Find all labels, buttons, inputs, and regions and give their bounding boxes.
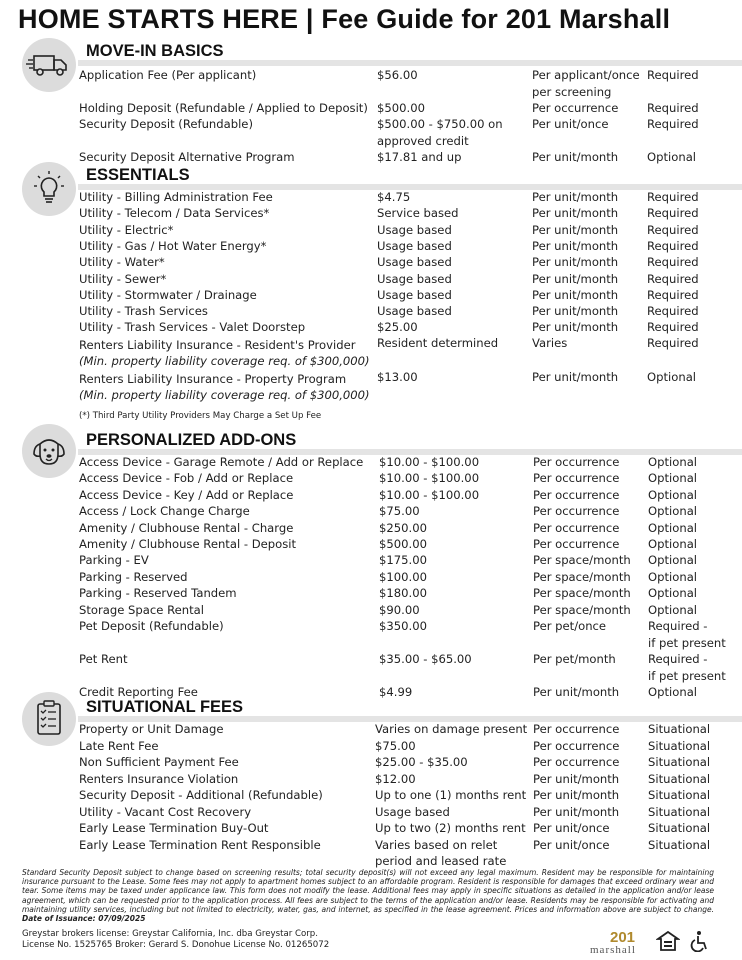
fee-name: Renters Liability Insurance - Property Program [79,372,347,386]
fee-requirement-cont: if pet present [648,668,726,683]
fee-name: Pet Deposit (Refundable) [79,619,224,633]
fee-amount: $350.00 [379,619,427,633]
fee-name: Utility - Trash Services - Valet Doorstep [79,320,306,335]
fee-frequency: Per unit/once [532,117,609,131]
fee-name: Early Lease Termination Buy-Out [79,821,269,835]
fee-frequency: Per unit/month [532,370,619,384]
fee-amount: Usage based [377,222,452,237]
fee-requirement: Required [647,320,699,335]
fee-frequency: Per unit/month [533,771,620,786]
fee-amount: $100.00 [379,569,427,584]
equal-housing-icon [656,930,680,952]
broker-license [22,929,329,951]
fee-amount: Varies on damage present [375,722,528,736]
fee-frequency: Per occurrence [532,101,619,115]
license-line: License No. 1525765 Broker: Gerard S. Donohue License No. 01265072 [22,940,330,950]
fee-frequency: Per occurrence [533,471,620,486]
fee-frequency: Per space/month [533,586,631,601]
fee-amount: $4.75 [377,190,411,204]
fee-amount: $175.00 [379,553,427,568]
fee-amount: $180.00 [379,586,427,601]
fee-frequency: Per space/month [533,569,631,584]
section-title: SITUATIONAL FEES [86,698,244,716]
truck-icon [22,38,76,92]
fee-requirement: Situational [648,771,711,786]
fee-amount: $12.00 [375,771,416,786]
fee-requirement: Optional [647,150,697,164]
fee-name: Access Device - Garage Remote / Add or Replace [79,455,364,469]
fee-requirement: Optional [647,370,697,384]
fee-name: Utility - Sewer* [79,271,167,286]
fee-frequency: Per unit/once [533,821,610,835]
fee-amount-cont: approved credit [377,133,469,148]
section-title: ESSENTIALS [86,166,190,184]
fee-frequency: Per occurrence [533,504,620,519]
fee-amount: Usage based [377,304,452,319]
fee-name: Utility - Water* [79,255,165,270]
fee-name: Holding Deposit (Refundable / Applied to Deposit) [79,101,368,115]
fee-requirement: Required [647,101,699,115]
fee-amount: $75.00 [379,504,420,519]
fee-requirement: Optional [648,586,698,601]
fee-requirement: Required [647,117,699,131]
fee-requirement: Required [647,206,699,221]
fee-name: Storage Space Rental [79,602,204,617]
fee-name: Amenity / Clubhouse Rental - Charge [79,520,294,535]
fee-name: Security Deposit - Additional (Refundable) [79,788,323,802]
fee-requirement: Optional [648,537,698,551]
fee-frequency: Per unit/month [532,238,619,253]
accessibility-icon [688,930,710,952]
fee-requirement: Situational [648,755,711,769]
fee-name: Access Device - Fob / Add or Replace [79,471,294,486]
fee-name: Utility - Stormwater / Drainage [79,287,257,302]
fee-requirement: Optional [648,455,698,469]
issuance-date: Date of Issuance: 07/09/2025 [22,914,146,924]
fee-requirement: Required - [648,619,708,633]
utility-footnote: (*) Third Party Utility Providers May Charge a Set Up Fee [79,411,322,421]
fee-amount: Resident determined [377,336,499,350]
fee-amount: $25.00 [377,320,418,335]
fee-amount: $500.00 [379,537,427,551]
fee-frequency: Per unit/once [533,837,610,852]
fee-requirement: Required [647,255,699,270]
fee-amount: $10.00 - $100.00 [379,487,480,502]
fee-amount: Up to two (2) months rent [375,821,526,835]
fee-frequency: Per unit/month [532,320,619,335]
fee-amount: $10.00 - $100.00 [379,471,480,486]
fee-name: Access / Lock Change Charge [79,504,250,519]
fee-requirement: Required [647,304,699,319]
fee-requirement: Required [647,190,699,204]
fee-requirement: Situational [648,722,711,736]
fee-name: Utility - Trash Services [79,304,208,319]
fee-name: Parking - Reserved [79,569,188,584]
fee-requirement: Situational [648,804,711,819]
fee-requirement: Optional [648,553,698,568]
section-title: PERSONALIZED ADD-ONS [86,431,297,449]
fee-amount: Up to one (1) months rent [375,788,527,802]
fee-frequency: Per space/month [533,602,631,617]
fee-requirement: Optional [648,520,698,535]
fee-amount: $500.00 - $750.00 on [377,117,503,131]
logo-word: marshall [590,944,636,956]
fee-frequency: Per occurrence [533,755,620,769]
fee-amount: $13.00 [377,370,418,384]
fee-requirement: Optional [648,471,698,486]
coverage-note: (Min. property liability coverage req. of $300,000) [79,354,370,368]
fee-requirement: Required [647,222,699,237]
fee-name: Property or Unit Damage [79,722,224,736]
fee-name: Utility - Vacant Cost Recovery [79,804,252,819]
fee-requirement: Optional [648,569,698,584]
fee-requirement: Situational [648,738,711,753]
fee-requirement: Optional [648,487,698,502]
fee-amount: $56.00 [377,68,418,82]
clipboard-checklist-icon [22,692,76,746]
fee-amount: Usage based [375,804,450,819]
fee-name: Utility - Billing Administration Fee [79,190,273,204]
fee-name: Renters Liability Insurance - Resident's Provider [79,338,356,352]
fee-frequency: Per unit/month [532,304,619,319]
fee-name: Amenity / Clubhouse Rental - Deposit [79,537,297,551]
fee-name: Renters Insurance Violation [79,771,239,786]
fee-name: Parking - EV [79,553,149,568]
fee-frequency: Per unit/month [532,150,619,164]
marshall-logo [588,928,646,956]
license-line: Greystar brokers license: Greystar California, Inc. dba Greystar Corp. [22,929,318,939]
fee-name: Utility - Gas / Hot Water Energy* [79,238,267,253]
fee-name: Parking - Reserved Tandem [79,586,237,601]
fee-frequency: Per space/month [533,553,631,568]
fee-requirement: Situational [648,837,711,852]
fee-amount-cont: period and leased rate [375,854,507,868]
fee-frequency: Per unit/month [532,190,619,204]
fee-amount: Usage based [377,238,452,253]
fee-frequency: Per pet/month [533,652,616,666]
fee-amount: Usage based [377,287,452,302]
dog-icon [22,424,76,478]
fee-requirement-cont: if pet present [648,635,726,650]
fee-amount: Usage based [377,271,452,286]
fee-amount: $35.00 - $65.00 [379,652,472,666]
fee-name: Utility - Telecom / Data Services* [79,206,270,221]
fee-requirement: Optional [648,602,698,617]
fee-frequency: Per occurrence [533,738,620,753]
fee-requirement: Situational [648,788,711,802]
disclaimer-text: Standard Security Deposit subject to change based on screening results; total security deposit(s) will not exceed any legal maximum. Resident may be responsible for maintaining insurance pursuant to the Lease. Some fees may not apply to apartment homes subject to an affordable program. Resident is responsible for damages that exceed ordinary wear and tear. Some items may be taxed under applicance law. This form does not modify the lease. Additional fees may apply in specific situations as detailed in the application and/or lease agreement, which can be requested prior to the application process. All fees are subject to the terms of the application and/or lease. Residents may be responsible for activating and maintaining utility services, including but not limited to electricity, water, gas, and internet, as specified in the lease agreement. Prices and information above are subject to change. [22,868,714,914]
fee-amount: $4.99 [379,685,413,699]
coverage-note: (Min. property liability coverage req. of $300,000) [79,388,370,402]
fee-requirement: Required - [648,652,708,666]
fee-frequency: Per unit/month [533,804,620,819]
fee-frequency: Per occurrence [533,537,620,551]
fee-amount: $500.00 [377,101,425,115]
fee-name: Security Deposit (Refundable) [79,117,253,131]
fee-amount: $250.00 [379,520,427,535]
fee-requirement: Required [647,287,699,302]
legal-disclaimer [22,868,714,923]
fee-frequency: Per unit/month [533,788,620,802]
fee-frequency: Per occurrence [533,520,620,535]
fee-name: Non Sufficient Payment Fee [79,755,239,769]
fee-frequency: Per unit/month [532,222,619,237]
fee-amount: $90.00 [379,602,420,617]
fee-requirement: Optional [648,685,698,699]
fee-name: Pet Rent [79,652,128,666]
fee-amount: $75.00 [375,738,416,753]
fee-frequency: Per unit/month [532,271,619,286]
fee-frequency: Per applicant/once [532,68,640,82]
fee-requirement: Required [647,68,699,82]
fee-requirement: Optional [648,504,698,519]
fee-requirement: Required [647,336,699,350]
page-title: HOME STARTS HERE | Fee Guide for 201 Marshall [18,4,671,34]
lightbulb-icon [22,162,76,216]
fee-amount: Usage based [377,255,452,270]
fee-requirement: Required [647,271,699,286]
fee-frequency-cont: per screening [532,84,612,99]
fee-frequency: Per unit/month [532,287,619,302]
fee-name: Security Deposit Alternative Program [79,150,295,164]
fee-amount: Service based [377,206,459,221]
fee-requirement: Situational [648,821,711,835]
fee-name: Early Lease Termination Rent Responsible [79,837,321,852]
fee-amount: $25.00 - $35.00 [375,755,468,769]
fee-name: Access Device - Key / Add or Replace [79,487,294,502]
fee-amount: $17.81 and up [377,150,462,164]
fee-requirement: Required [647,238,699,253]
fee-amount: Varies based on relet [375,837,498,852]
fee-amount: $10.00 - $100.00 [379,455,480,469]
fee-frequency: Per occurrence [533,487,620,502]
fee-frequency: Per unit/month [532,255,619,270]
logo-number: 201 [610,929,636,946]
fee-frequency: Varies [532,336,568,350]
fee-frequency: Per occurrence [533,722,620,736]
fee-name: Application Fee (Per applicant) [79,68,257,82]
fee-name: Credit Reporting Fee [79,685,198,699]
fee-name: Late Rent Fee [79,738,159,753]
fee-frequency: Per pet/once [533,619,607,633]
fee-name: Utility - Electric* [79,222,174,237]
fee-frequency: Per unit/month [532,206,619,221]
fee-frequency: Per occurrence [533,455,620,469]
section-title: MOVE-IN BASICS [86,42,224,60]
fee-frequency: Per unit/month [533,685,620,699]
